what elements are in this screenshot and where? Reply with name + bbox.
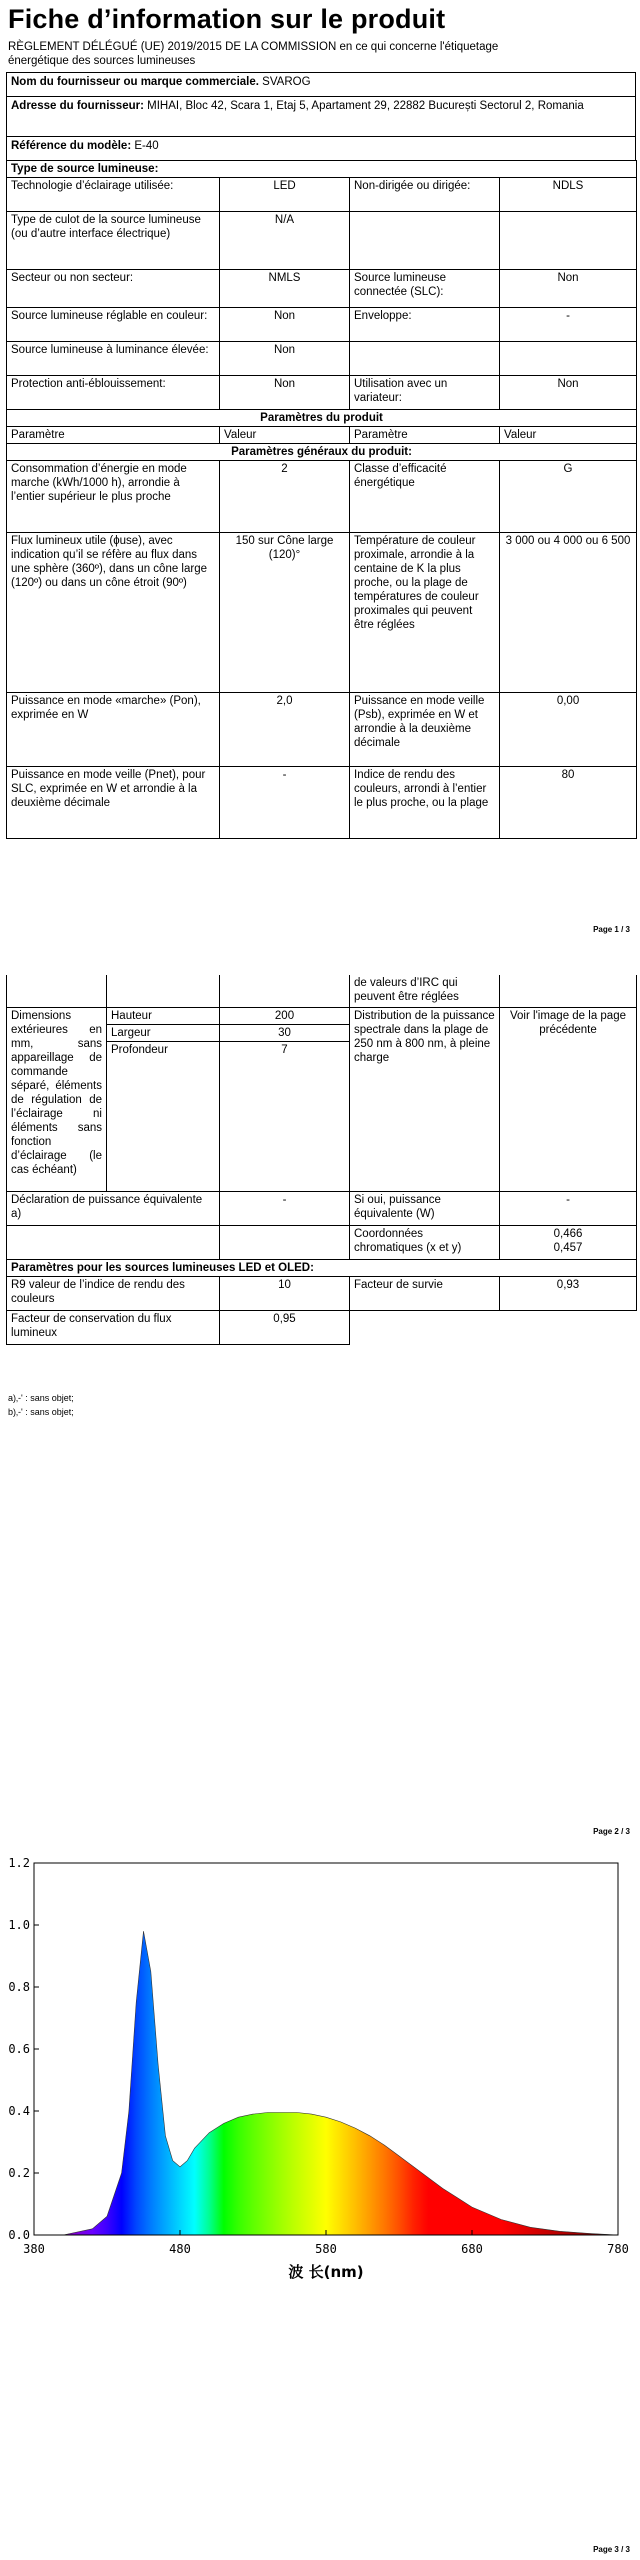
general-params-header: Paramètres généraux du produit:: [7, 444, 637, 461]
x-tick-label: 580: [315, 2242, 337, 2256]
envelope-label: Enveloppe:: [350, 308, 500, 342]
tunable-label: Source lumineuse réglable en couleur:: [7, 308, 220, 342]
footnote-a: a)‚-' : sans objet;: [8, 1393, 74, 1403]
x-axis-label: 波 长(nm): [288, 2263, 364, 2281]
flux-label: Flux lumineux utile (ɸuse), avec indication qu’il se réfère au flux dans une sphère (360º), dans un cône large (120º) ou dans un cône étroit (90º): [7, 533, 220, 693]
supplier-row: [6, 72, 636, 96]
connected-value: Non: [500, 270, 637, 308]
table-row: [7, 308, 637, 342]
flux-value: 150 sur Cône large (120)°: [220, 533, 350, 693]
height-value: 200: [220, 1007, 350, 1024]
survival-value: 0,93: [500, 1276, 637, 1310]
connected-label: Source lumineuse connectée (SLC):: [350, 270, 500, 308]
product-params-header: Paramètres du produit: [7, 410, 637, 427]
table-row: [7, 533, 637, 693]
cri-value: 80: [500, 767, 637, 839]
table-row: [7, 461, 637, 533]
model-value: E-40: [134, 140, 159, 152]
tunable-value: Non: [220, 308, 350, 342]
model-row: [6, 136, 636, 160]
table-row: [7, 1276, 637, 1310]
cap-type-value: N/A: [220, 212, 350, 270]
anti-glare-label: Protection anti-éblouissement:: [7, 376, 220, 410]
x-tick-label: 780: [607, 2242, 629, 2256]
chroma-y: 0,457: [553, 1241, 583, 1254]
equiv-w-label: Si oui, puissance équivalente (W): [350, 1191, 500, 1225]
high-luminance-value: Non: [220, 342, 350, 376]
table-row: [7, 693, 637, 767]
energy-class-label: Classe d’efficacité énergétique: [350, 461, 500, 533]
address-label: Adresse du fournisseur:: [11, 100, 144, 112]
page-2: [0, 975, 640, 1465]
page-number-2: Page 2 / 3: [593, 1827, 630, 1836]
chroma-label: Coordonnées chromatiques (x et y): [350, 1225, 500, 1259]
net-standby-label: Puissance en mode veille (Pnet), pour SLC, exprimée en W et arrondie à la deuxième décimale: [7, 767, 220, 839]
model-label: Référence du modèle:: [11, 140, 132, 152]
table-row: [7, 410, 637, 427]
col-param-header-2: Paramètre: [350, 427, 500, 444]
energy-value: 2: [220, 461, 350, 533]
energy-class-value: G: [500, 461, 637, 533]
spectrum-chart: [0, 1835, 640, 2295]
regulation-line-2: énergétique des sources lumineuses: [8, 55, 196, 67]
maintenance-value: 0,95: [220, 1310, 350, 1344]
table-row: [7, 427, 637, 444]
page-1: [0, 0, 640, 940]
spd-value: Voir l'image de la page précédente: [500, 1007, 637, 1191]
page-number-3: Page 3 / 3: [593, 2545, 630, 2554]
envelope-value: -: [500, 308, 637, 342]
dimensions-label: Dimensions extérieures en mm, sans appareillage de commande séparé, éléments de régulation de l’éclairage ni éléments sans fonction d’éclairage (le cas échéant): [7, 1007, 107, 1191]
x-tick-label: 680: [461, 2242, 483, 2256]
col-value-header: Valeur: [220, 427, 350, 444]
directional-value: NDLS: [500, 178, 637, 212]
standby-value: 0,00: [500, 693, 637, 767]
table-row: [7, 1191, 637, 1225]
y-tick-label: 0.0: [8, 2228, 30, 2242]
table-row: [7, 376, 637, 410]
y-tick-label: 0.2: [8, 2166, 30, 2180]
y-tick-label: 0.4: [8, 2104, 30, 2118]
y-tick-label: 0.8: [8, 1980, 30, 1994]
address-row: [6, 96, 636, 136]
dimmer-label: Utilisation avec un variateur:: [350, 376, 500, 410]
cct-label: Température de couleur proximale, arrondie à la centaine de K la plus proche, ou la plage de températures de couleur proximales qui peuvent être réglées: [350, 533, 500, 693]
address-value: MIHAI, Bloc 42, Scara 1, Etaj 5, Apartament 29, 22882 București Sectorul 2, Romania: [147, 100, 584, 112]
y-tick-label: 1.2: [8, 1856, 30, 1870]
mains-label: Secteur ou non secteur:: [7, 270, 220, 308]
chroma-values: [500, 1225, 637, 1259]
cri-label: Indice de rendu des couleurs, arrondi à l’entier le plus proche, ou la plage: [350, 767, 500, 839]
table-row: [7, 767, 637, 839]
mains-value: NMLS: [220, 270, 350, 308]
table-row: [7, 1225, 637, 1259]
cri-continued: de valeurs d’IRC qui peuvent être réglées: [350, 975, 500, 1007]
depth-label: Profondeur: [107, 1041, 220, 1191]
technology-value: LED: [220, 178, 350, 212]
col-value-header-2: Valeur: [500, 427, 637, 444]
cap-type-label: Type de culot de la source lumineuse (ou d’autre interface électrique): [7, 212, 220, 270]
x-tick-label: 480: [169, 2242, 191, 2256]
light-source-table: [6, 160, 637, 839]
cct-value: 3 000 ou 4 000 ou 6 500: [500, 533, 637, 693]
width-label: Largeur: [107, 1024, 220, 1041]
x-tick-label: 380: [23, 2242, 45, 2256]
directional-label: Non-dirigée ou dirigée:: [350, 178, 500, 212]
dimmer-value: Non: [500, 376, 637, 410]
y-tick-label: 1.0: [8, 1918, 30, 1932]
spectrum-area: [34, 1931, 618, 2235]
depth-value: 7: [220, 1041, 350, 1191]
standby-label: Puissance en mode veille (Psb), exprimée en W et arrondie à la deuxième décimale: [350, 693, 500, 767]
table-row: [7, 212, 637, 270]
dimensions-table: [6, 975, 637, 1345]
maintenance-label: Facteur de conservation du flux lumineux: [7, 1310, 220, 1344]
page-3: [0, 1835, 640, 2560]
survival-label: Facteur de survie: [350, 1276, 500, 1310]
width-value: 30: [220, 1024, 350, 1041]
page-title: Fiche d’information sur le produit: [8, 4, 446, 34]
table-row: [7, 1007, 637, 1024]
anti-glare-value: Non: [220, 376, 350, 410]
table-row: [7, 161, 637, 178]
equiv-value: -: [220, 1191, 350, 1225]
on-power-label: Puissance en mode «marche» (Pon), exprimée en W: [7, 693, 220, 767]
spectrum-svg: [0, 1835, 640, 2295]
supplier-label: Nom du fournisseur ou marque commerciale.: [11, 76, 259, 88]
table-row: [7, 1259, 637, 1276]
footnote-b: b)‚-' : sans objet;: [8, 1407, 74, 1417]
light-source-type-header: Type de source lumineuse:: [7, 161, 637, 178]
supplier-value: SVAROG: [262, 76, 311, 88]
chroma-x: 0,466: [553, 1227, 583, 1240]
high-luminance-label: Source lumineuse à luminance élevée:: [7, 342, 220, 376]
table-row: [7, 342, 637, 376]
equiv-w-value: -: [500, 1191, 637, 1225]
height-label: Hauteur: [107, 1007, 220, 1024]
table-row: [7, 270, 637, 308]
net-standby-value: -: [220, 767, 350, 839]
r9-value: 10: [220, 1276, 350, 1310]
led-params-header: Paramètres pour les sources lumineuses LED et OLED:: [7, 1259, 637, 1276]
r9-label: R9 valeur de l’indice de rendu des couleurs: [7, 1276, 220, 1310]
spd-label: Distribution de la puissance spectrale dans la plage de 250 nm à 800 nm, à pleine charge: [350, 1007, 500, 1191]
col-param-header: Paramètre: [7, 427, 220, 444]
energy-label: Consommation d’énergie en mode marche (kWh/1000 h), arrondie à l’entier supérieur le plus proche: [7, 461, 220, 533]
y-tick-label: 0.6: [8, 2042, 30, 2056]
on-power-value: 2,0: [220, 693, 350, 767]
table-row: [7, 444, 637, 461]
technology-label: Technologie d’éclairage utilisée:: [7, 178, 220, 212]
page-number-1: Page 1 / 3: [593, 925, 630, 934]
table-row: [7, 975, 637, 1007]
regulation-line-1: RÈGLEMENT DÉLÉGUÉ (UE) 2019/2015 DE LA COMMISSION en ce qui concerne l'étiquetage: [8, 41, 499, 53]
table-row: [7, 1310, 637, 1344]
table-row: [7, 178, 637, 212]
equiv-label: Déclaration de puissance équivalente a): [7, 1191, 220, 1225]
